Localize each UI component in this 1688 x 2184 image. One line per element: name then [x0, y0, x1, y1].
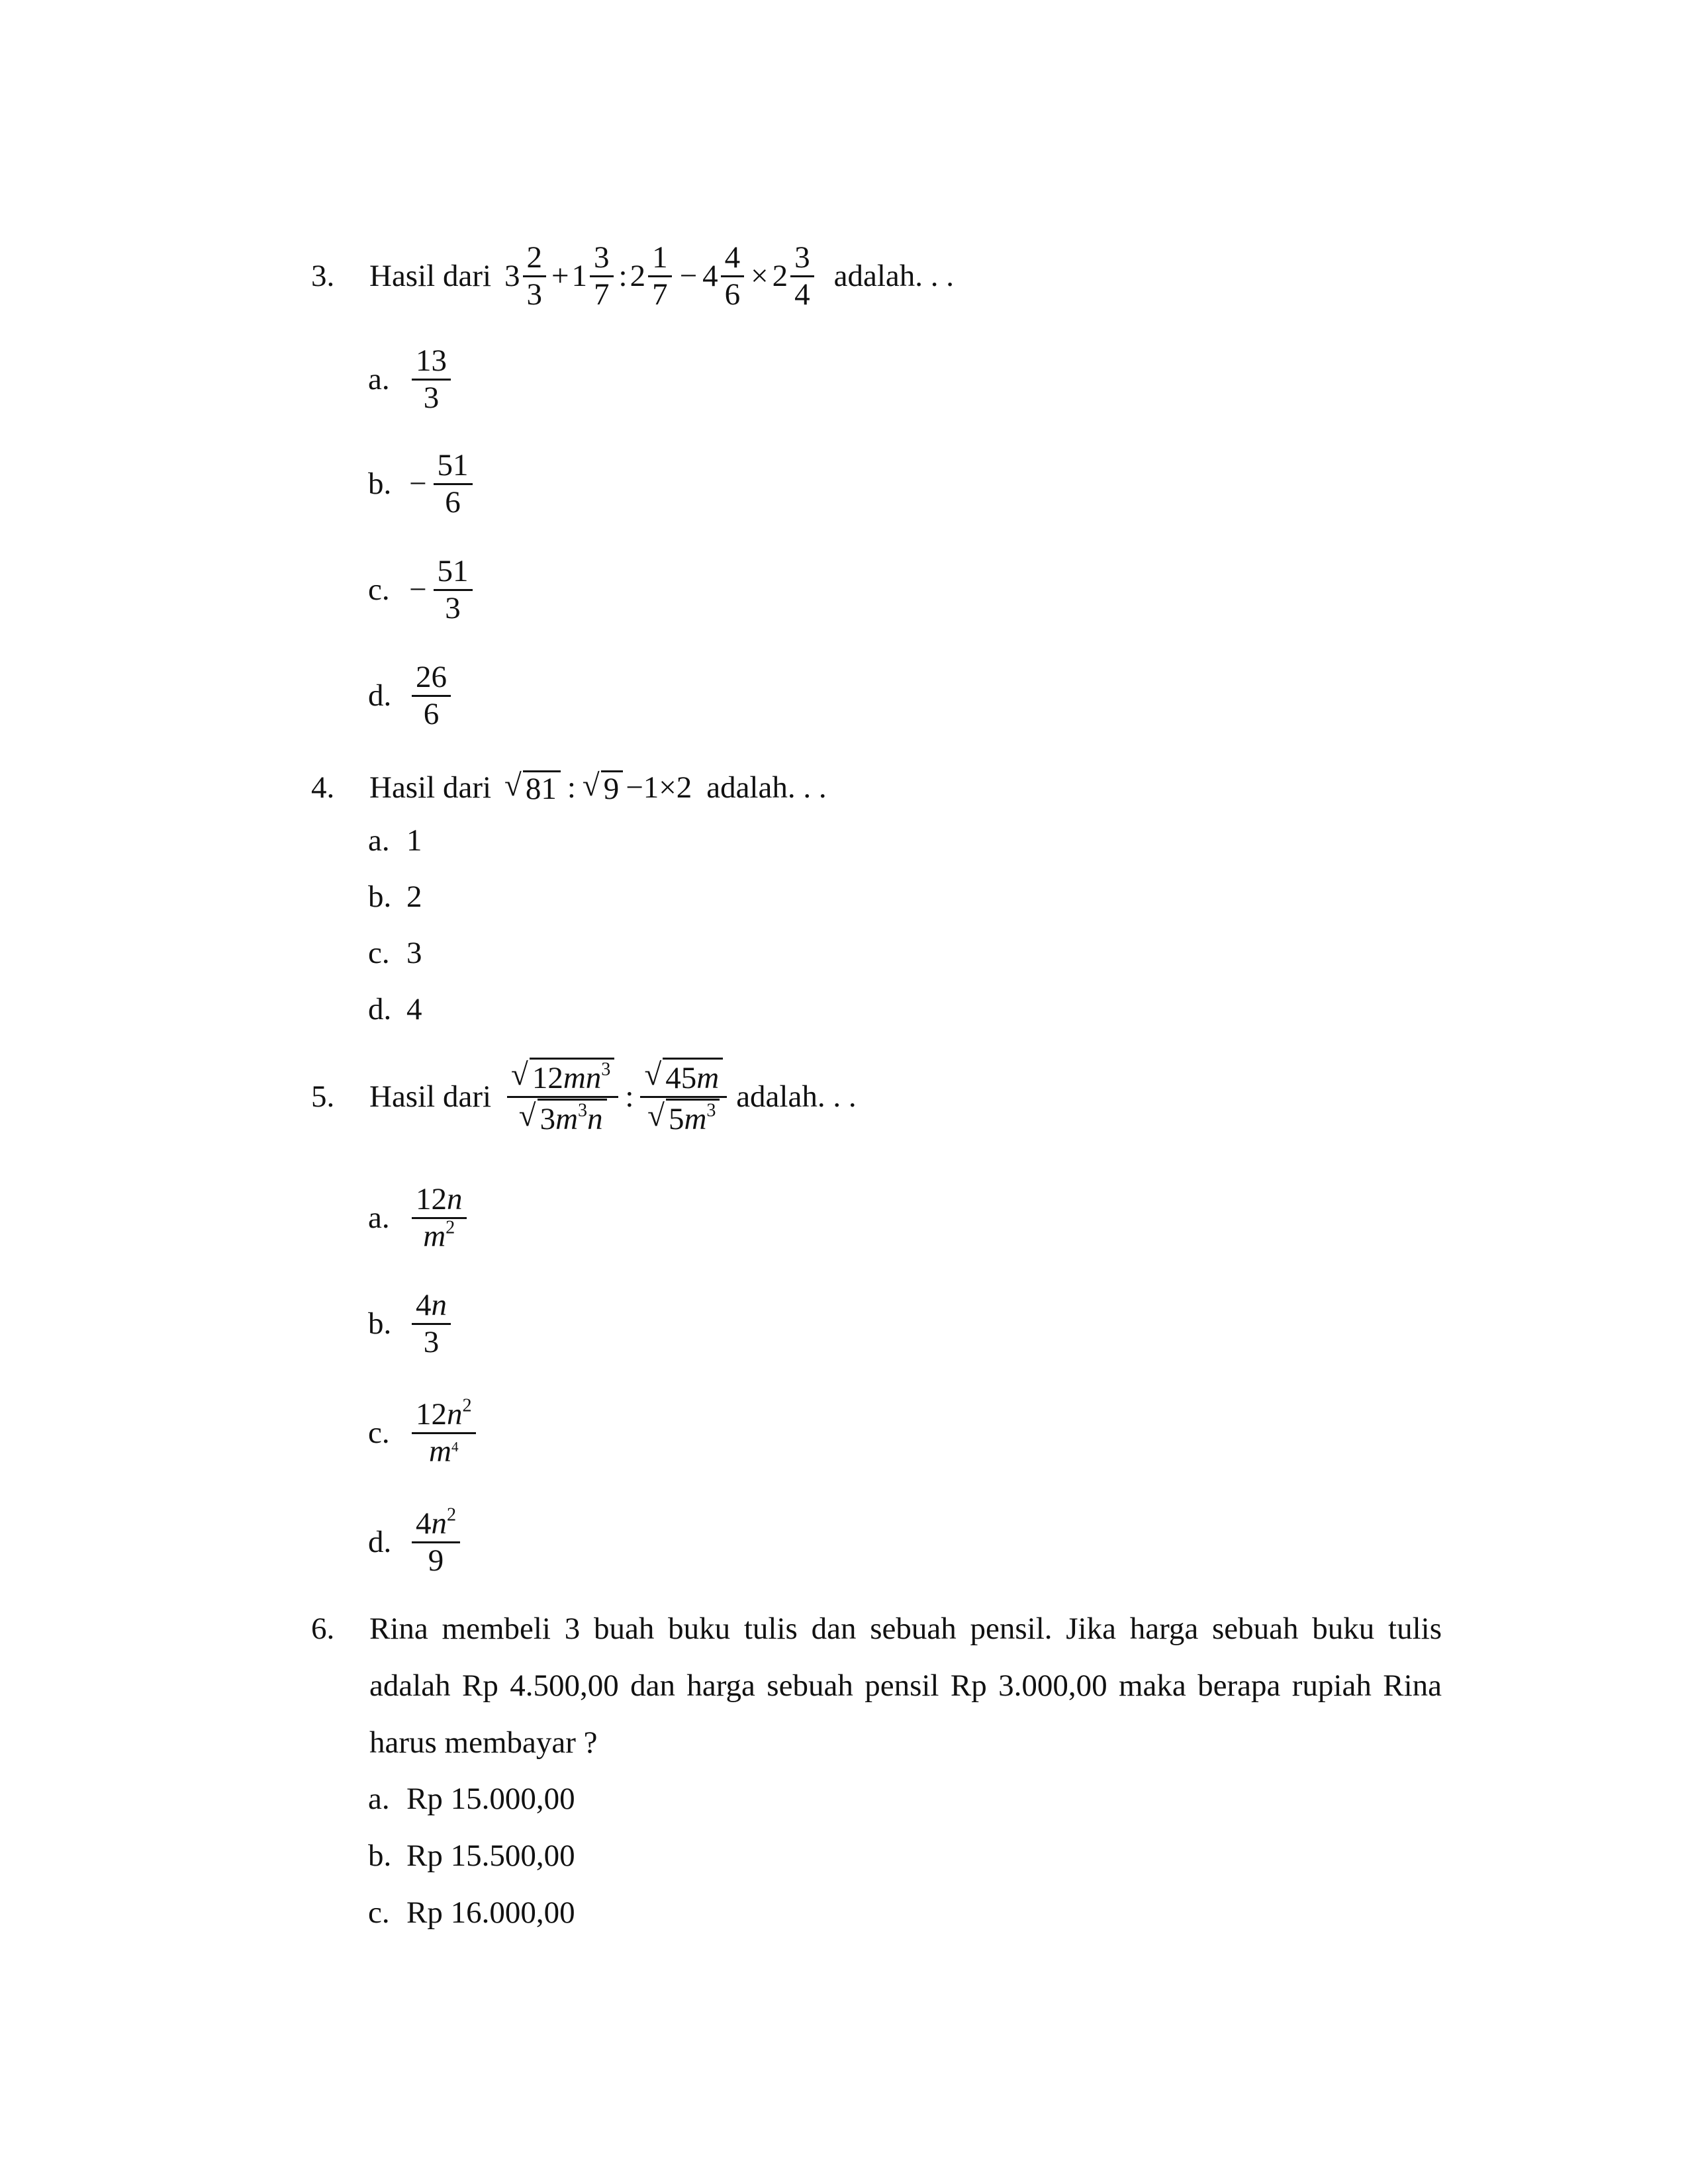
fraction: $\frac{2}{3}$	[523, 240, 547, 312]
question-number: 4.	[311, 770, 335, 805]
fraction: $\frac{3}{7}$	[590, 240, 614, 312]
option-value: 1	[406, 823, 422, 858]
option-letter: d.	[368, 1524, 392, 1559]
square-root: √ $12mn^3$	[511, 1058, 614, 1096]
whole-number: 1	[571, 258, 588, 293]
option-3d[interactable]	[368, 653, 453, 739]
question-prefix: Hasil dari	[369, 258, 492, 293]
option-4b[interactable]	[368, 882, 422, 913]
option-fraction: $\frac{4n^2}{9}$	[412, 1506, 460, 1578]
option-letter: a.	[368, 1782, 390, 1816]
option-5c[interactable]	[368, 1383, 479, 1482]
option-fraction: $\frac{51}{6}$	[434, 448, 473, 520]
option-5b[interactable]	[368, 1277, 453, 1370]
whole-number: 3	[504, 258, 520, 293]
option-fraction: $\frac{12n^2}{m^4}$	[412, 1397, 476, 1469]
operator: :	[618, 258, 628, 293]
question-text-line-3: harus membayar ?	[369, 1725, 598, 1760]
option-letter: b.	[368, 1306, 392, 1341]
question-suffix: adalah. . .	[736, 1079, 857, 1114]
whole-number: 4	[702, 258, 718, 293]
fraction: $\frac{3}{4}$	[790, 240, 814, 312]
radical-icon: √	[504, 768, 522, 803]
option-letter: b.	[368, 466, 392, 501]
option-fraction: $\frac{51}{3}$	[434, 554, 473, 625]
option-5a[interactable]	[368, 1171, 469, 1264]
question-text-line-2: adalah Rp 4.500,00 dan harga sebuah pensil Rp 3.000,00 maka berapa rupiah Rina	[369, 1668, 1442, 1703]
option-value: Rp 15.000,00	[406, 1782, 575, 1816]
option-letter: c.	[368, 572, 390, 607]
option-3a[interactable]	[368, 336, 453, 422]
option-letter: a.	[368, 1200, 390, 1235]
option-fraction: $\frac{26}{6}$	[412, 660, 451, 731]
option-fraction: $\frac{4n}{3}$	[412, 1288, 451, 1359]
option-value: 2	[406, 880, 422, 914]
option-4a[interactable]	[368, 825, 422, 856]
expression-rest: −1×2	[626, 770, 692, 805]
option-letter: a.	[368, 823, 390, 858]
option-4d[interactable]	[368, 994, 422, 1025]
option-fraction: $\frac{12n}{m^2}$	[412, 1182, 467, 1253]
question-text-line-1: Rina membeli 3 buah buku tulis dan sebuah pensil. Jika harga sebuah buku tulis	[369, 1612, 1442, 1646]
option-value: 3	[406, 936, 422, 970]
option-sign: −	[409, 572, 427, 607]
math-expression	[504, 240, 817, 312]
fraction: $\frac{1}{7}$	[648, 240, 672, 312]
option-letter: a.	[368, 361, 390, 396]
whole-number: 2	[630, 258, 646, 293]
fraction: $\frac{4}{6}$	[721, 240, 745, 312]
question-3	[311, 233, 954, 319]
square-root: √ 81	[504, 770, 561, 805]
option-6b[interactable]	[368, 1841, 575, 1872]
question-4	[311, 764, 827, 811]
operator: ×	[751, 258, 769, 293]
radical-icon: √	[647, 1098, 665, 1133]
option-5d[interactable]	[368, 1496, 463, 1588]
option-4c[interactable]	[368, 938, 422, 969]
radical-fraction	[640, 1056, 727, 1136]
option-sign: −	[409, 466, 427, 501]
radical-icon: √	[582, 768, 600, 803]
radical-fraction	[507, 1056, 618, 1136]
question-5	[311, 1047, 857, 1146]
option-letter: b.	[368, 1839, 392, 1873]
square-root: √ $3m^3n$	[519, 1099, 607, 1137]
radical-icon: √	[518, 1098, 536, 1133]
question-number: 3.	[311, 258, 335, 293]
question-prefix: Hasil dari	[369, 1079, 492, 1114]
option-letter: d.	[368, 992, 392, 1026]
operator: +	[551, 258, 569, 293]
option-value: Rp 16.000,00	[406, 1895, 575, 1930]
option-letter: b.	[368, 880, 392, 914]
option-3c[interactable]	[368, 547, 475, 633]
radical-icon: √	[511, 1057, 528, 1092]
whole-number: 2	[772, 258, 788, 293]
square-root: √ 45m	[644, 1058, 723, 1096]
option-letter: c.	[368, 1895, 390, 1930]
option-3b[interactable]	[368, 441, 475, 527]
option-letter: c.	[368, 1415, 390, 1450]
option-6c[interactable]	[368, 1897, 575, 1929]
operator: −	[679, 258, 698, 293]
question-number: 5.	[311, 1079, 335, 1114]
square-root: √ $5m^3$	[647, 1099, 720, 1137]
question-prefix: Hasil dari	[369, 770, 492, 805]
square-root: √ 9	[583, 770, 623, 805]
option-fraction: $\frac{13}{3}$	[412, 343, 451, 415]
operator: :	[625, 1079, 634, 1114]
question-suffix: adalah. . .	[706, 770, 827, 805]
option-letter: d.	[368, 678, 392, 713]
option-value: Rp 15.500,00	[406, 1839, 575, 1873]
option-6a[interactable]	[368, 1784, 575, 1815]
operator: :	[567, 770, 576, 805]
question-number: 6.	[311, 1612, 335, 1646]
option-value: 4	[406, 992, 422, 1026]
option-letter: c.	[368, 936, 390, 970]
radical-icon: √	[644, 1057, 662, 1092]
question-suffix: adalah. . .	[833, 258, 955, 293]
math-expression	[504, 770, 692, 805]
math-expression	[504, 1056, 729, 1136]
